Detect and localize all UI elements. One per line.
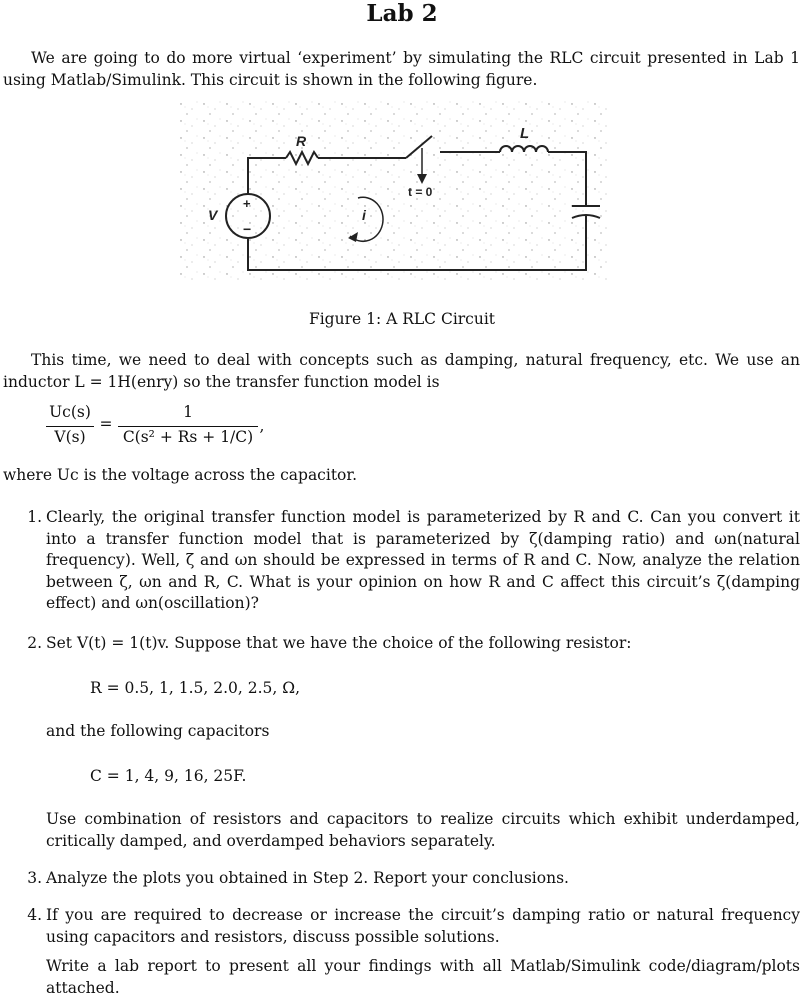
where-clause: where Uc is the voltage across the capacitor. [3,466,358,484]
list-item-number: 3. [27,869,42,887]
inductor-label: L [520,125,530,142]
capacitor-values: C = 1, 4, 9, 16, 25F. [90,767,247,785]
list-item-number: 4. [27,906,42,924]
switch-time-label: t = 0 [408,185,433,199]
equation-comma: , [259,417,265,435]
current-label: i [362,207,366,223]
figure-caption: Figure 1: A RLC Circuit [308,310,496,328]
list-item-text: Analyze the plots you obtained in Step 2. Report your conclusions. [46,869,569,887]
equals-sign: = [99,415,113,433]
intro-paragraph: We are going to do more virtual ‘experiment’ by simulating the RLC circuit presented in Lab 1 using Matlab/Simulink. This circuit is shown in the following figure. [3,49,800,89]
page-title: Lab 2 [366,0,438,27]
capacitors-intro: and the following capacitors [46,722,270,740]
rhs-denominator: C(s² + Rs + 1/C) [122,428,254,446]
list-item-text: Clearly, the original transfer function model is parameterized by R and C. Can you convert it into a transfer function model that is parameterized by ζ(damping ratio) and ωn(natural frequency). Well, ζ and ωn should be expressed in terms of R and C. Now, analyze the relation between ζ, ωn and R, C. What is your opinion on how R and C affect this circuit’s ζ(damping effect) and ωn(oscillation)? [46,508,800,612]
lhs-denominator: V(s) [54,428,86,446]
transfer-function-equation [46,402,346,452]
list-item-text: If you are required to decrease or increase the circuit’s damping ratio or natural frequency using capacitors and resistors, discuss possible solutions. [46,906,800,946]
source-minus-sign: − [243,221,252,237]
list-item-number: 1. [27,508,42,526]
list-item-text: Set V(t) = 1(t)v. Suppose that we have the choice of the following resistor: [46,634,632,652]
transfer-function-intro: This time, we need to deal with concepts such as damping, natural frequency, etc. We use an inductor L = 1H(enry) so the transfer function model is [3,351,800,391]
list-item-number: 2. [27,634,42,652]
resistor-label: R [296,133,307,149]
lhs-numerator: Uc(s) [49,403,91,421]
report-instruction: Write a lab report to present all your findings with all Matlab/Simulink code/diagram/plots attached. [46,957,800,997]
combination-instruction: Use combination of resistors and capacitors to realize circuits which exhibit underdamped, critically damped, and overdamped behaviors separately. [46,810,800,850]
rhs-numerator: 1 [183,403,193,421]
resistor-values: R = 0.5, 1, 1.5, 2.0, 2.5, Ω, [90,679,301,697]
source-plus-sign: + [243,196,251,211]
rlc-circuit-figure [178,100,608,280]
source-label: V [208,207,218,223]
figure-background-speckle [178,100,608,280]
